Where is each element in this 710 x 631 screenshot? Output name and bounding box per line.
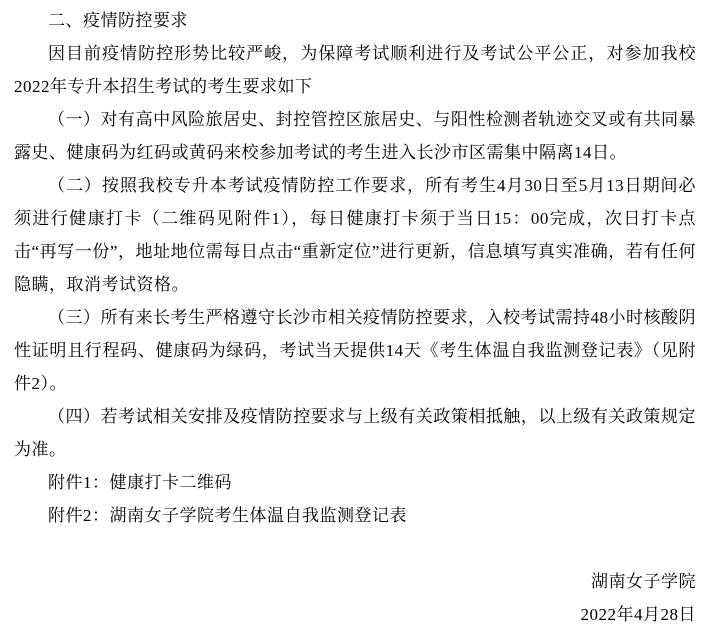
date: 2022年4月28日: [580, 605, 696, 624]
section-heading: 二、疫情防控要求: [48, 11, 188, 30]
attachment-2: 附件2：湖南女子学院考生体温自我监测登记表: [48, 506, 407, 525]
requirement-item-2: （二）按照我校专升本考试疫情防控工作要求，所有考生4月30日至5月13日期间必须进行健康打卡（二维码见附件1），每日健康打卡须于当日15：00完成，次日打卡点击“再写一份”，地址地位需每日点击“重新定位”进行更新，信息填写真实准确，若有任何隐瞒，取消考试资格。: [14, 176, 696, 294]
requirement-item-3: （三）所有来长考生严格遵守长沙市相关疫情防控要求，入校考试需持48小时核酸阴性证明且行程码、健康码为绿码，考试当天提供14天《考生体温自我监测登记表》（见附件2）。: [14, 308, 696, 393]
requirement-item-4: （四）若考试相关安排及疫情防控要求与上级有关政策相抵触，以上级有关政策规定为准。: [14, 407, 696, 459]
signature: 湖南女子学院: [591, 572, 696, 591]
requirement-item-1: （一）对有高中风险旅居史、封控管控区旅居史、与阳性检测者轨迹交叉或有共同暴露史、健康码为红码或黄码来校参加考试的考生进入长沙市区需集中隔离14日。: [14, 110, 696, 162]
document-footer: [14, 565, 696, 631]
attachment-1: 附件1：健康打卡二维码: [48, 473, 232, 492]
intro-paragraph: 因目前疫情防控形势比较严峻，为保障考试顺利进行及考试公平公正，对参加我校2022年专升本招生考试的考生要求如下: [14, 44, 696, 96]
